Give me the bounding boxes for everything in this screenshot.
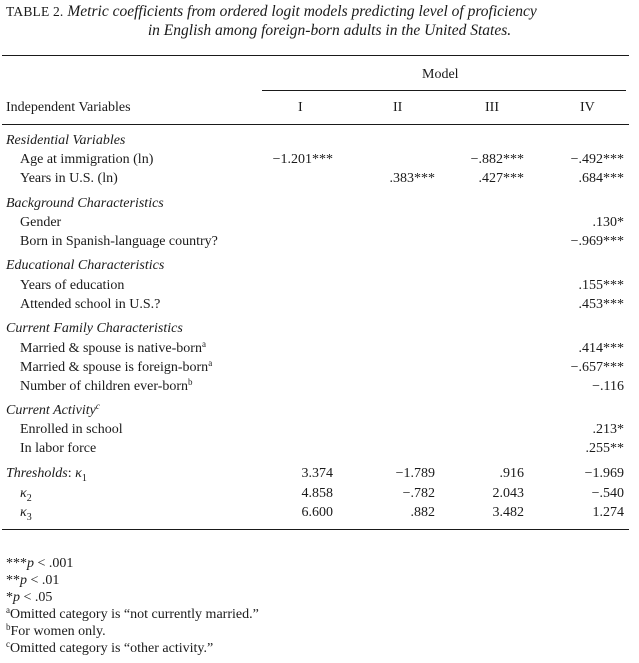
model-header: Model <box>422 67 459 82</box>
footnote-p: p <box>13 590 20 605</box>
cell-value: .882 <box>410 505 435 520</box>
footnote-p: p <box>27 556 34 571</box>
row-label: Age at immigration (ln) <box>20 152 154 167</box>
row-label <box>20 340 206 357</box>
footnote-mark: c <box>95 401 100 411</box>
bottom-rule <box>2 529 629 530</box>
variables-header: Independent Variables <box>6 100 131 115</box>
table-caption <box>6 2 631 40</box>
header-rule <box>2 124 629 125</box>
cell-value: .130* <box>592 215 624 230</box>
row-label: Years in U.S. (ln) <box>20 171 118 186</box>
section-title: Educational Characteristics <box>6 258 165 273</box>
cell-value: .213* <box>592 422 624 437</box>
col-header-1: I <box>298 100 303 115</box>
cell-value: −.882*** <box>470 152 524 167</box>
row-label: Gender <box>20 215 62 230</box>
cell-value: 1.274 <box>592 505 624 520</box>
table-label: TABLE 2. <box>6 4 64 19</box>
footnote-text: Omitted category is “not currently married.” <box>10 607 259 622</box>
footnote-mark: a <box>201 339 206 349</box>
cell-value: −1.789 <box>395 466 435 481</box>
row-label-text: Married & spouse is foreign-born <box>20 360 209 375</box>
footnote-stars: ** <box>6 573 20 588</box>
footnote-mark: c <box>6 639 10 649</box>
model-rule <box>262 90 626 91</box>
row-label: Born in Spanish-language country? <box>20 234 218 249</box>
footnote <box>6 640 213 657</box>
footnote-text: < .001 <box>34 556 74 571</box>
caption-line-2: in English among foreign-born adults in the United States. <box>147 22 512 39</box>
footnote-text: < .05 <box>20 590 53 605</box>
section-title <box>6 402 100 419</box>
footnote-text: Omitted category is “other activity.” <box>10 641 214 656</box>
threshold-row <box>20 504 32 526</box>
footnote <box>6 572 59 589</box>
top-rule <box>2 55 629 56</box>
cell-value: −1.969 <box>584 466 624 481</box>
cell-value: .684*** <box>578 171 624 186</box>
footnote-stars: *** <box>6 556 27 571</box>
row-label-text: Married & spouse is native-born <box>20 341 202 356</box>
footnote-text: < .01 <box>27 573 60 588</box>
cell-value: 4.858 <box>301 486 333 501</box>
section-title: Current Family Characteristics <box>6 321 183 336</box>
row-label: Enrolled in school <box>20 422 123 437</box>
footnote <box>6 555 73 572</box>
footnote-mark: b <box>6 622 11 632</box>
cell-value: −.969*** <box>570 234 624 249</box>
cell-value: .427*** <box>478 171 524 186</box>
kappa-subscript: 2 <box>26 492 32 504</box>
row-label <box>20 378 193 395</box>
cell-value: −1.201*** <box>272 152 333 167</box>
cell-value: .916 <box>499 466 524 481</box>
caption-line-1: Metric coefficients from ordered logit models predicting level of proficiency <box>67 3 537 20</box>
row-label: Years of education <box>20 278 125 293</box>
cell-value: .155*** <box>578 278 624 293</box>
footnote <box>6 623 106 640</box>
section-title: Background Characteristics <box>6 196 164 211</box>
row-label: In labor force <box>20 441 97 456</box>
kappa-subscript: 1 <box>81 472 87 484</box>
cell-value: 2.043 <box>492 486 524 501</box>
col-header-2: II <box>393 100 403 115</box>
footnote <box>6 606 259 623</box>
col-header-3: III <box>485 100 499 115</box>
cell-value: 3.482 <box>492 505 524 520</box>
kappa-subscript: 3 <box>26 511 32 523</box>
cell-value: −.540 <box>591 486 624 501</box>
section-title: Residential Variables <box>6 133 126 148</box>
kappa-symbol: κ <box>75 466 82 481</box>
kappa-symbol: κ <box>20 505 27 520</box>
cell-value: −.657*** <box>570 360 624 375</box>
cell-value: −.782 <box>402 486 435 501</box>
row-label: Attended school in U.S.? <box>20 297 161 312</box>
row-label-text: Number of children ever-born <box>20 379 189 394</box>
cell-value: −.116 <box>592 379 624 394</box>
cell-value: −.492*** <box>570 152 624 167</box>
footnote-mark: a <box>6 605 10 615</box>
cell-value: .453*** <box>578 297 624 312</box>
threshold-row: Thresholds: $\kappa_1$ <box>6 466 87 484</box>
cell-value: 3.374 <box>301 466 333 481</box>
section-title-text: Current Activity <box>6 403 96 418</box>
footnote-stars: * <box>6 590 13 605</box>
kappa-symbol: κ <box>20 486 27 501</box>
cell-value: .383*** <box>389 171 435 186</box>
col-header-4: IV <box>580 100 595 115</box>
cell-value: .255** <box>585 441 624 456</box>
row-label <box>20 359 212 376</box>
footnote-mark: a <box>208 358 213 368</box>
footnote-text: For women only. <box>10 624 106 639</box>
footnote <box>6 589 52 606</box>
footnote-p: p <box>20 573 27 588</box>
cell-value: 6.600 <box>301 505 333 520</box>
thresholds-label: Thresholds <box>6 466 68 481</box>
footnote-mark: b <box>188 377 193 387</box>
cell-value: .414*** <box>578 341 624 356</box>
